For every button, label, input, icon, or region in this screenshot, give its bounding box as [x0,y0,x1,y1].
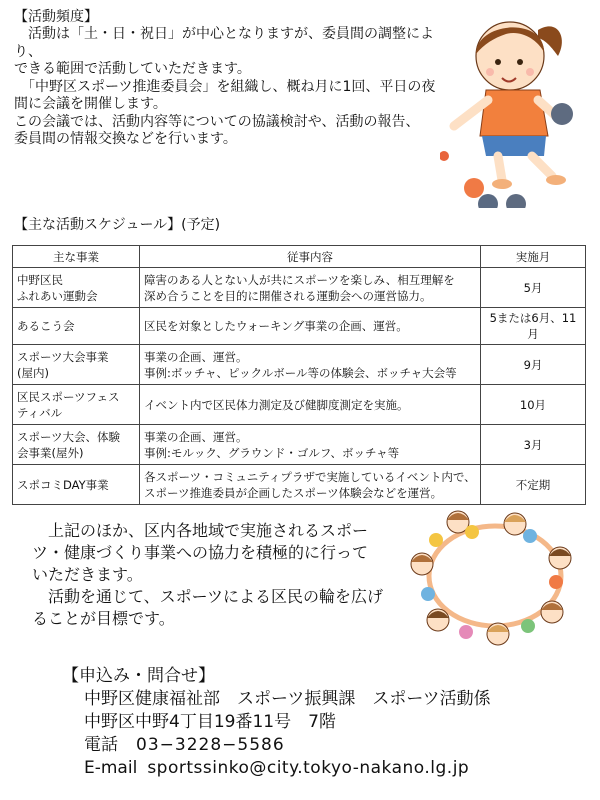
event-line: ふれあい運動会 [17,288,98,303]
content-cell [140,425,481,465]
table-row [13,308,586,345]
event-line: 会事業(屋外) [17,445,84,460]
content-line: 各スポーツ・コミュニティプラザで実施しているイベント内で、 [144,469,476,484]
event-cell [13,345,140,385]
frequency-text [14,26,454,149]
schedule-title: 【主な活動スケジュール】(予定) [14,217,221,233]
month-cell: 3月 [481,425,586,465]
content-cell [140,465,481,505]
contact-section [62,665,491,780]
event-cell [13,268,140,308]
content-line: 深め合うことを目的に開催される運動会への運営協力。 [144,288,432,303]
frequency-line: 委員間の情報交換などを行います。 [14,131,237,147]
summary-line: いただきます。 [32,565,143,584]
girl-playing-boccia-icon [440,8,590,208]
contact-department: 中野区健康福祉部 スポーツ振興課 スポーツ活動係 [84,689,491,709]
content-line: 事例:ボッチャ、ピックルボール等の体験会、ボッチャ大会等 [144,365,457,380]
table-row [13,268,586,308]
event-cell [13,465,140,505]
content-line: イベント内で区民体力測定及び健脚度測定を実施。 [144,397,409,412]
activity-frequency-section [14,8,454,149]
month-cell: 5または6月、11月 [481,308,586,345]
event-line: スポーツ大会、体験 [17,429,121,444]
event-line: (屋内) [17,365,49,380]
event-line: 中野区民 [17,272,63,287]
table-row [13,385,586,425]
summary-line: ツ・健康づくり事業への協力を積極的に行って [32,543,369,562]
table-row [13,425,586,465]
column-header-event: 主な事業 [13,246,140,268]
phone-number[interactable]: 03−3228−5586 [136,735,285,755]
month-cell: 10月 [481,385,586,425]
phone-label: 電話 [84,735,118,755]
event-cell [13,308,140,345]
content-line: 障害のある人とない人が共にスポーツを楽しみ、相互理解を [144,272,455,287]
table-row [13,465,586,505]
event-line: あるこう会 [17,319,75,333]
people-holding-hands-circle-icon [400,500,590,650]
email-label: E-mail [84,758,138,778]
event-line: 区民スポーツフェス [17,389,120,404]
event-line: スポーツ大会事業 [17,349,109,364]
contact-address: 中野区中野4丁目19番11号 7階 [84,712,336,732]
content-line: 事例:モルック、グラウンド・ゴルフ、ボッチャ等 [144,445,400,460]
summary-line: 上記のほか、区内各地域で実施されるスポー [32,521,369,540]
month-cell: 不定期 [481,465,586,505]
event-cell [13,425,140,465]
frequency-line: できる範囲で活動していただきます。 [14,61,251,77]
content-line: 区民を対象としたウォーキング事業の企画、運営。 [144,319,408,333]
contact-heading: 【申込み・問合せ】 [62,666,215,686]
contact-email-row [62,757,491,780]
table-row [13,345,586,385]
summary-line: ることが目標です。 [32,609,175,628]
content-cell [140,385,481,425]
column-header-content: 従事内容 [140,246,481,268]
content-cell [140,345,481,385]
content-line: 事業の企画、運営。 [144,349,248,364]
column-header-month: 実施月 [481,246,586,268]
frequency-line: 間に会議を開催します。 [14,96,167,112]
content-line: 事業の企画、運営。 [144,429,248,444]
table-header-row [13,246,586,268]
event-line: スポコミDAY事業 [17,477,109,492]
frequency-heading: 【活動頻度】 [14,9,98,25]
frequency-line: 「中野区スポーツ推進委員会」を組織し、概ね月に1回、平日の夜 [14,78,436,95]
frequency-line: この会議では、活動内容等についての協議検討や、活動の報告、 [14,113,420,130]
schedule-table [12,245,586,505]
frequency-line: 活動は「土・日・祝日」が中心となりますが、委員間の調整により、 [14,26,434,60]
event-cell [13,385,140,425]
content-cell [140,268,481,308]
summary-line: 活動を通じて、スポーツによる区民の輪を広げ [32,587,384,606]
summary-section [32,520,397,630]
contact-phone-row [62,734,491,757]
email-address[interactable]: sportssinko@city.tokyo-nakano.lg.jp [147,758,470,778]
month-cell: 9月 [481,345,586,385]
event-line: ティバル [17,405,63,420]
content-cell [140,308,481,345]
month-cell: 5月 [481,268,586,308]
content-line: スポーツ推進委員が企画したスポーツ体験会などを運営。 [144,485,443,500]
